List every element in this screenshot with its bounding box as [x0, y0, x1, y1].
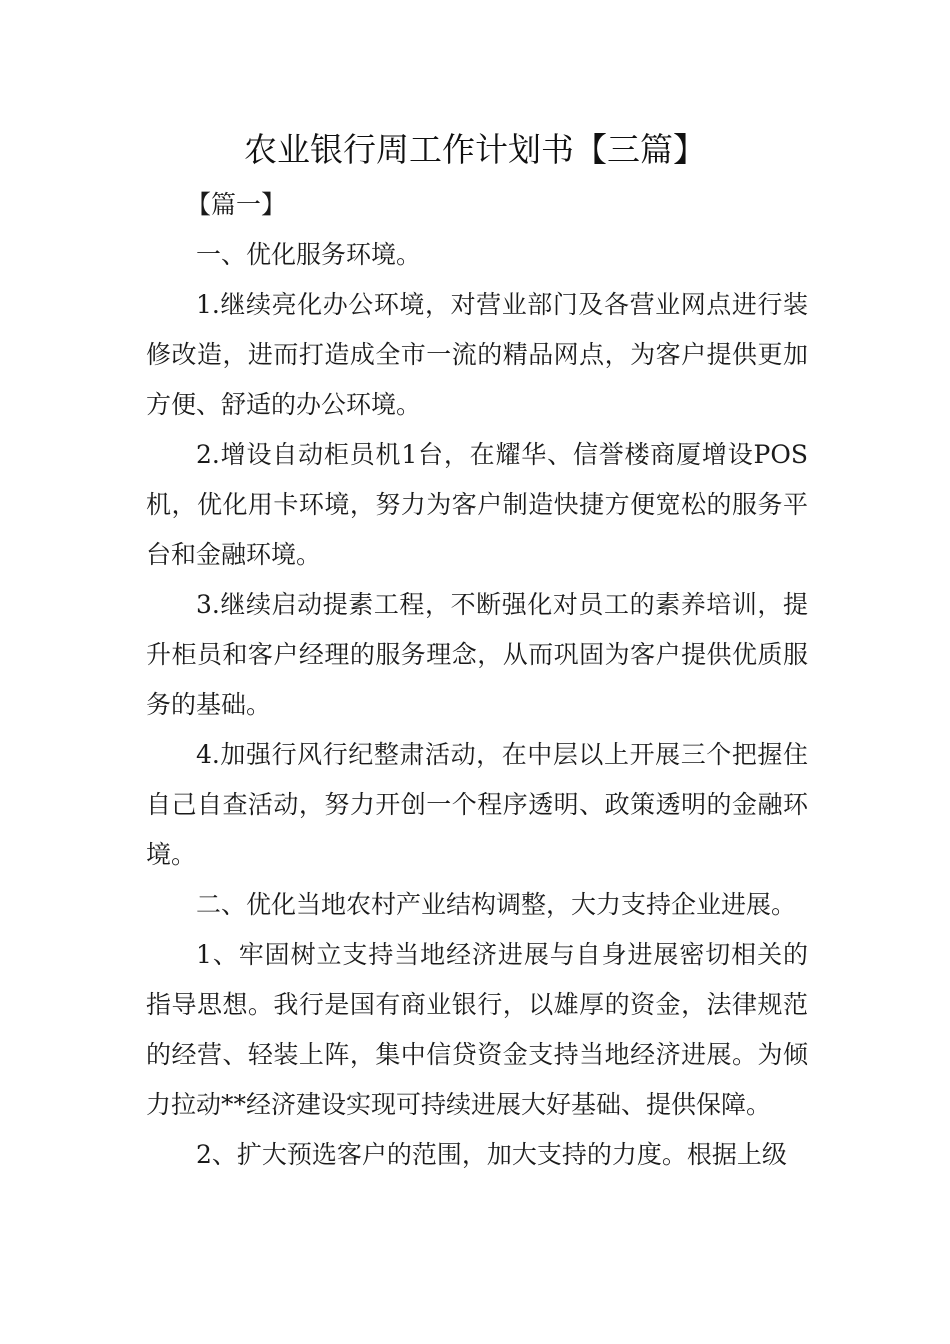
section-heading-1: 一、优化服务环境。 — [196, 240, 422, 269]
paragraph-1-1: 1.继续亮化办公环境，对营业部门及各营业网点进行装修改造，进而打造成全市一流的精品网点，为客户提供更加方便、舒适的办公环境。 — [146, 290, 808, 419]
section-heading-2: 二、优化当地农村产业结构调整，大力支持企业进展。 — [196, 890, 797, 919]
paragraph-1-2: 2.增设自动柜员机1台，在耀华、信誉楼商厦增设POS机，优化用卡环境，努力为客户制造快捷方便宽松的服务平台和金融环境。 — [146, 440, 808, 569]
subheading-part-one: 【篇一】 — [186, 190, 287, 219]
paragraph-2-2: 2、扩大预选客户的范围，加大支持的力度。根据上级 — [196, 1140, 787, 1169]
paragraph-2-1: 1、牢固树立支持当地经济进展与自身进展密切相关的指导思想。我行是国有商业银行，以雄厚的资金，法律规范的经营、轻装上阵，集中信贷资金支持当地经济进展。为倾力拉动**经济建设实现可持续进展大好基础、提供保障。 — [146, 940, 808, 1119]
document-title: 农业银行周工作计划书【三篇】 — [244, 130, 706, 169]
paragraph-1-3: 3.继续启动提素工程，不断强化对员工的素养培训，提升柜员和客户经理的服务理念，从而巩固为客户提供优质服务的基础。 — [146, 590, 808, 719]
document-body — [146, 180, 808, 1180]
paragraph-1-4: 4.加强行风行纪整肃活动，在中层以上开展三个把握住自己自查活动，努力开创一个程序透明、政策透明的金融环境。 — [146, 740, 808, 869]
